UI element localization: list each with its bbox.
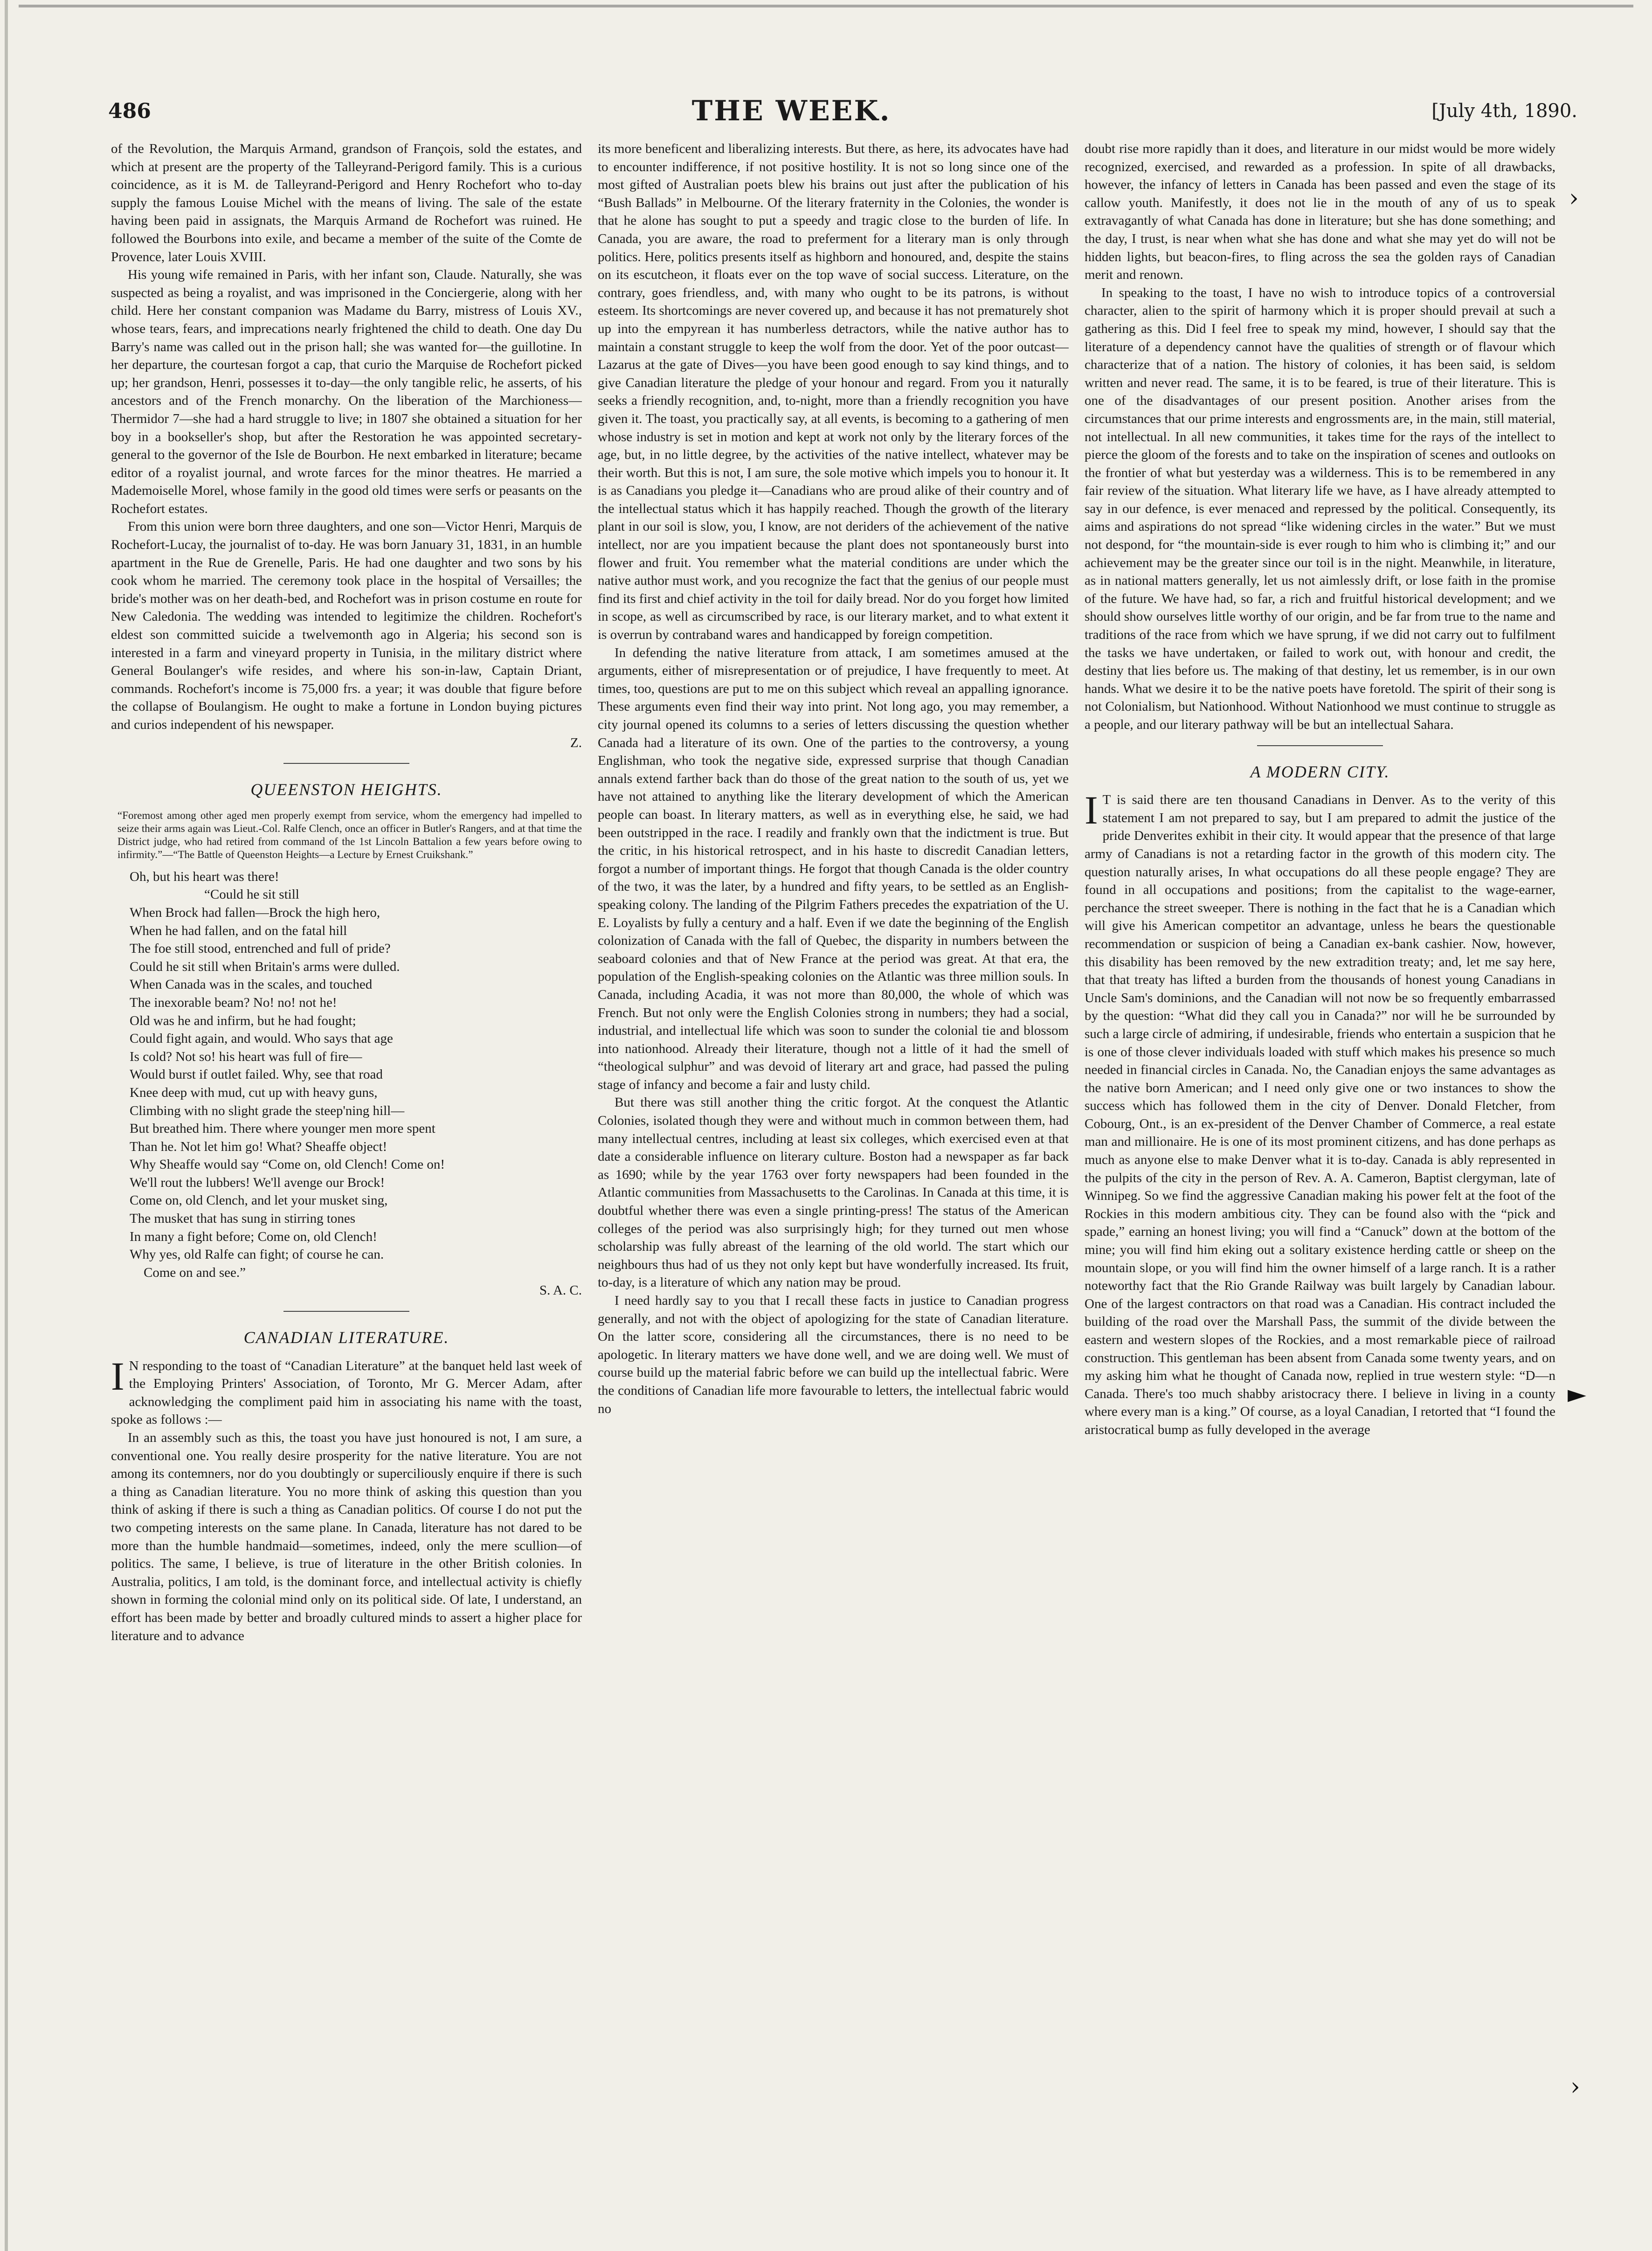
top-border-rule: [19, 5, 1633, 7]
issue-date: [July 4th, 1890.: [1431, 100, 1577, 122]
page-number: 486: [108, 99, 151, 123]
paragraph: In speaking to the toast, I have no wish to introduce topics of a controversial character, alien to the spirit of harmony which it is proper should prevail at such a gathering as this. Did I feel free to speak my mind, however, I should say that the literature of a dependency cannot have the qualities of strength or of flavour which characterize that of a nation. The history of colonies, it has been said, is seldom written and never read. The same, it is to be feared, is true of their literature. This is one of the disadvantages of our present position. Another arises from the circumstances that our prime interests and engrossments are, in the main, still material, not intellectual. In all new communities, it takes time for the rays of the intellect to pierce the gloom of the forests and to take on the inspiration of scenes and outlooks on the frontier of what but yesterday was a wilderness. This is to be remembered in any fair review of the situation. What literary life we have, as I have already attempted to say in our defence, is ever menaced and repressed by the political. Consequently, its aims and aspirations do not spread “like widening circles in the water.” But we must not despond, for “the mountain-side is ever rough to him who is climbing it;” and our achievement may be the greater since our toil is in the night. Meanwhile, in literature, as in national matters generally, let us not aimlessly drift, or lose faith in the promise of the future. We have had, so far, a rich and fruitful historical development; and we should show ourselves little worthy of our origin, and be far from true to the name and traditions of the race from which we have sprung, if we did not carry out to fulfilment the tasks we have undertaken, or failed to work out, with honour and credit, the destiny that lies before us. The making of that destiny, let us remember, is in our own hands. What we desire it to be the native poets have foretold. The spirit of their song is not Colonialism, but Nationhood. Without Nationhood we must continue to struggle as a people, and our literary pathway will be but an intellectual Sahara.: [1085, 285, 1555, 732]
paragraph: I need hardly say to you that I recall these facts in justice to Canadian progress generally, and not with the object of apologizing for the state of Canadian literature. On the latter score, considering all the circumstances, there is no need to be apologetic. In literary matters we have done well, and we are doing well. We must of course build up the material fabric before we can build up the intellectual fabric. Were the conditions of Canadian life more favourable to letters, the intellectual fabric would no: [598, 1293, 1069, 1416]
poem-line: Come on, old Clench, and let your musket sing,: [130, 1193, 388, 1208]
paragraph: its more beneficent and liberalizing interests. But there, as here, its advocates have had to encounter indifference, if not positive hostility. It is not so long since one of the most gifted of Australian poets blew his brains out just after the publication of his “Bush Ballads” in Melbourne. Of the literary fraternity in the Colonies, the wonder is that he alone has sought to put a speedy and tragic close to the burden of life. In Canada, you are aware, the road to preferment for a literary man is only through politics. Here, politics presents itself as highborn and honoured, and, despite the stains on its escutcheon, it floats ever on the top wave of social success. Literature, on the contrary, goes friendless, and, with many who ought to be its patrons, is without esteem. Its shortcomings are never covered up, and because it has not prematurely shot up into the empyrean it has numberless detractors, while the native author has to maintain a constant struggle to keep the wolf from the door. Yet of the poor outcast—Lazarus at the gate of Dives—you have been good enough to say kind things, and to give Canadian literature the pledge of your honour and regard. From you it naturally seeks a friendly recognition, and, to-night, more than a friendly recognition you have given it. The toast, you practically say, at all events, is becoming to a gathering of men whose industry is set in motion and kept at work not only by the literary forces of the age, but, in no little degree, by the activities of the native intellect, whatever may be their worth. But this is not, I am sure, the sole motive which impels you to honour it. It is as Canadians you pledge it—Canadians who are proud alike of their country and of the intellectual status which it has happily reached. Though the growth of the literary plant in our soil is slow, you, I know, are not deriders of the achievement of the native intellect, nor are you impatient because the plant does not spontaneously burst into flower and fruit. You remember what the material conditions are under which the native author must work, and you recognize the fact that the genius of our people must find its first and chief activity in the toil for daily bread. Nor do you forget how limited in scope, as well as circumscribed by race, is our literary market, and to what extent it is overrun by contraband wares and handicapped by foreign competition.: [598, 141, 1069, 643]
column-1: [111, 140, 582, 2238]
column-3: [1085, 140, 1555, 2238]
drop-cap: I: [1085, 788, 1098, 833]
article-title: CANADIAN LITERATURE.: [243, 1328, 449, 1347]
poem-line: Old was he and infirm, but he had fought;: [130, 1013, 356, 1028]
poem-line: The musket that has sung in stirring tones: [130, 1211, 356, 1226]
paragraph-text: N responding to the toast of “Canadian Literature” at the banquet held last week of the Employing Printers' Association, of Toronto, Mr G. Mercer Adam, after acknowledging the compliment paid him in associating his name with the toast, spoke as follows :—: [111, 1358, 582, 1427]
paragraph: From this union were born three daughters, and one son—Victor Henri, Marquis de Rochefort-Lucay, the journalist of to-day. He was born January 31, 1831, in an humble apartment in the Rue de Grenelle, Paris. He had one daughter and two sons by his cook whom he married. The ceremony took place in the hospital of Versailles; the bride's mother was on her death-bed, and Rochefort was in prison costume en route for New Caledonia. The wedding was intended to legitimize the children. Rochefort's eldest son committed suicide a twelvemonth ago in Algeria; his second son is interested in a farm and vineyard property in Tunisia, in the military district where General Boulanger's wife resides, and where his son-in-law, Captain Driant, commands. Rochefort's income is 75,000 frs. a year; it was double that figure before the collapse of Boulangism. He ought to make a fortune in London buying pictures and curios independent of his newspaper.: [111, 519, 582, 732]
paragraph: [111, 1353, 582, 1429]
paragraph: His young wife remained in Paris, with her infant son, Claude. Naturally, she was suspected as being a royalist, and was imprisoned in the Conciergerie, along with her child. Here her constant companion was Madame du Barry, mistress of Louis XV., whose tears, fears, and imprecations nearly frightened the child to death. One day Du Barry's name was called out in the prison hall; she was wanted for—the guillotine. In her departure, the courtesan forgot a cap, that curio the Marquise de Rochefort picked up; her grandson, Henri, possesses it to-day—the only tangible relic, he asserts, of his ancestors and of the French monarchy. On the liberation of the Marchioness—Thermidor 7—she had a hard struggle to live; in 1807 she obtained a situation for her boy in a bookseller's shop, but after the Restoration he was appointed secretary-general to the governor of the Isle de Bourbon. He next embarked in literature; became editor of a royalist journal, and wrote farces for the minor theatres. He married a Mademoiselle Morel, whose family in the good old times were serfs or peasants on the Rochefort estates.: [111, 267, 582, 516]
section-divider: [283, 1311, 409, 1312]
section-divider: [1257, 745, 1383, 746]
poem-line: Come on and see.”: [144, 1265, 246, 1280]
poem-line: “Could he sit still: [204, 887, 299, 902]
poem-line: But breathed him. There where younger men more spent: [130, 1121, 435, 1136]
poem-title: QUEENSTON HEIGHTS.: [250, 780, 442, 799]
poem-line: Could fight again, and would. Who says that age: [130, 1031, 393, 1046]
article-title: A MODERN CITY.: [1250, 762, 1390, 781]
poem-line: Why yes, old Ralfe can fight; of course he can.: [130, 1247, 384, 1262]
paragraph: doubt rise more rapidly than it does, and literature in our midst would be more widely recognized, exercised, and rewarded as a profession. In spite of all drawbacks, however, the infancy of letters in Canada has been passed and even the stage of its callow youth. Manifestly, it does not lie in the mouth of any of us to speak extravagantly of what Canada has done in literature; but she has done something; and the day, I trust, is near when what she has done and what she may yet do will not be hidden lights, but beacon-fires, to fling across the sea the golden rays of Canadian merit and renown.: [1085, 141, 1555, 283]
poem-line: In many a fight before; Come on, old Clench!: [130, 1229, 377, 1244]
poem-line: When he had fallen, and on the fatal hill: [130, 923, 347, 938]
poem-line: Oh, but his heart was there!: [130, 869, 279, 884]
poem-line: Would burst if outlet failed. Why, see that road: [130, 1067, 383, 1082]
column-2: [598, 140, 1069, 2238]
poem-line: When Canada was in the scales, and touched: [130, 977, 373, 992]
paragraph: of the Revolution, the Marquis Armand, grandson of François, sold the estates, and which at present are the property of the Talleyrand-Perigord family. This is a curious coincidence, as it is M. de Talleyrand-Perigord and Henry Rochefort who to-day supply the famous Louise Michel with the means of living. The sale of the estate having been paid in assignats, the Marquis Armand de Rochefort was ruined. He followed the Bourbons into exile, and became a member of the suite of the Comte de Provence, later Louis XVIII.: [111, 141, 582, 264]
poem-line: The foe still stood, entrenched and full of pride?: [130, 941, 391, 956]
masthead: THE WEEK.: [691, 95, 891, 127]
poem-line: Could he sit still when Britain's arms were dulled.: [130, 959, 400, 974]
margin-mark-icon: ›: [1569, 184, 1579, 212]
poem-line: Than he. Not let him go! What? Sheaffe object!: [130, 1139, 387, 1154]
poem-line: Is cold? Not so! his heart was full of fire—: [130, 1049, 362, 1064]
section-divider: [283, 763, 409, 764]
poem-line: The inexorable beam? No! no! not he!: [130, 995, 337, 1010]
binding-edge: [5, 0, 8, 2251]
page-header: [108, 92, 1577, 130]
paragraph: In defending the native literature from attack, I am sometimes amused at the arguments, either of misrepresentation or of prejudice, I have frequently to meet. At times, too, questions are put to me on this subject which reveal an appalling ignorance. These arguments even find their way into print. Not long ago, you may remember, a city journal opened its columns to a series of letters discussing the question whether Canada had a literature of its own. One of the parties to the controversy, a young Englishman, who took the negative side, expressed surprise that though Canadian annals extend farther back than do those of the great nation to the south of us, yet we have not attained to anything like the literary development of which the American people can boast. In literary matters, as well as in everything else, he said, we had been outstripped in the race. I readily and frankly own that the indictment is true. But the critic, in his historical retrospect, and in his haste to discredit Canadian letters, forgot a number of important things. He forgot that though Canada is the older country of the two, it was the later, by a hundred and fifty years, to be settled as an English-speaking colony. The landing of the Pilgrim Fathers precedes the expatriation of the U. E. Loyalists by fully a century and a half. Even if we date the beginning of the English colonization of Canada with the fall of Quebec, the disparity in numbers between the seaboard colonies and that of New France at the period was great. At that era, the population of the English-speaking colonies on the Atlantic was three million souls. In Canada, including Acadia, it was not more than 80,000, the whole of which was French. But not only were the English Colonies strong in numbers; they had a social, industrial, and intellectual life which was soon to sunder the colonial tie and blossom into nationhood. Already their literature, though not a little of it had the smell of “theological sulphur” and was devoid of literary art and grace, had passed the puling stage of infancy and become a fair and lusty child.: [598, 645, 1069, 1092]
paragraph-text: T is said there are ten thousand Canadians in Denver. As to the verity of this statement I am not prepared to say, but I am prepared to admit the justice of the pride Denverites exhibit in their city. It would appear that the presence of that large army of Canadians is not a retarding factor in the growth of this modern city. The question naturally arises, In what occupations do all these people engage? They are found in all occupations and positions; from the capitalist to the wage-earner, perchance the street sweeper. There is nothing in the fact that he is a Canadian which will give his American competitor an advantage, unless he bears the questionable recommendation or suspicion of being a Canadian ex-bank cashier. Now, however, this disability has been removed by the new extradition treaty; and, let me say here, that that treaty has lifted a burden from the thousands of honest young Canadians in Uncle Sam's dominions, and the Canadian will not now be so frequently embarrassed by the question: “What did they call you in Canada?” nor will he be surrounded by such a large circle of admiring, if undesirable, friends who entertain a suspicion that he is one of those clever individuals loaded with stuff which makes his presence so much needed in financial circles in Canada. No, the Canadian enjoys the same advantages as the native born American; and I need only give one or two instances to show the success which has followed them in the city of Denver. Donald Fletcher, from Cobourg, Ont., is an ex-president of the Denver Chamber of Commerce, a real estate man and millionaire. He is one of its most prominent citizens, and has done perhaps as much as anyone else to make Denver what it is to-day. Canada is ably represented in the pulpits of the city in the person of Rev. A. A. Cameron, Baptist clergyman, late of Winnipeg. So we find the aggressive Canadian making his power felt at the foot of the Rockies in this modern ambitious city. They can be found also with the “pick and spade,” earning an honest living; you will find a “Canuck” down at the bottom of the mine; you will find him eking out a solitary existence herding cattle or sheep on the mountain slope, or you will find him the owner himself of a large ranch. It is a rather noteworthy fact that the Rio Grande Railway was built largely by Canadian labour. One of the largest contractors on that road was a Canadian. His contract included the building of the road over the Marshall Pass, the summit of the divide between the eastern and western slopes of the Rockies, and a most remarkable piece of railroad construction. This gentleman has been absent from Canada some twenty years, and on my asking him what he thought of Canada now, replied in true western style: “D—n Canada. There's too much shabby aristocracy there. I believe in living in a county where every man is a king.” Of course, as a loyal Canadian, I retorted that “I found the aristocratical bump as fully developed in the average: [1085, 792, 1555, 1437]
poem-line: Why Sheaffe would say “Come on, old Clench! Come on!: [130, 1157, 445, 1172]
margin-mark-icon: ►: [1568, 1380, 1586, 1408]
margin-mark-icon: ›: [1570, 2073, 1580, 2101]
epigraph: “Foremost among other aged men properly exempt from service, whom the emergency had impelled to seize their arms again was Lieut.-Col. Ralfe Clench, once an officer in Butler's Rangers, and at that time the District judge, who had retired from command of the 1st Lincoln Battalion a few years before owing to infirmity.”—“The Battle of Queenston Heights—a Lecture by Ernest Cruikshank.”: [118, 809, 582, 860]
signature: Z.: [570, 735, 582, 750]
paragraph: [1085, 788, 1555, 1439]
paragraph: But there was still another thing the critic forgot. At the conquest the Atlantic Colonies, isolated though they were and without much in common between them, had many intellectual centres, including at least six colleges, which exercised even at that date a considerable influence on literary culture. Boston had a newspaper as far back as 1690; while by the year 1763 over forty newspapers had been founded in the Atlantic communities from Massachusetts to the Carolinas. In Canada at this time, it is doubtful whether there was even a single printing-press! The status of the American colleges of the period was also surprisingly high; for they turned out men whose scholarship was fully abreast of the learning of the old world. The start which our neighbours thus had of us they not only kept but have wonderfully increased. Its fruit, to-day, is a literature of which any nation may be proud.: [598, 1095, 1069, 1290]
signature: S. A. C.: [539, 1283, 582, 1298]
paragraph: In an assembly such as this, the toast you have just honoured is not, I am sure, a conventional one. You really desire prosperity for the native literature. You are not among its contemners, nor do you doubtingly or superciliously enquire if there is such a thing as Canadian literature. You no more think of asking this question than you think of asking if there is such a thing as Canadian politics. Of course I do not put the two competing interests on the same plane. In Canada, literature has not dared to be more than the humble handmaid—sometimes, indeed, only the mere scullion—of politics. The same, I believe, is true of literature in the other British colonies. In Australia, politics, I am told, is the dominant force, and intellectual activity is chiefly shown in forming the colonial mind only on its political side. Of late, I understand, an effort has been made by better and broadly cultured minds to assert a higher place for literature and to advance: [111, 1430, 582, 1643]
poem-line: When Brock had fallen—Brock the high hero,: [130, 905, 380, 920]
poem-line: Climbing with no slight grade the steep'ning hill—: [130, 1103, 405, 1118]
poem-line: Knee deep with mud, cut up with heavy guns,: [130, 1085, 378, 1100]
poem-line: We'll rout the lubbers! We'll avenge our Brock!: [130, 1175, 385, 1190]
poem: [130, 868, 582, 1282]
drop-cap: I: [111, 1353, 124, 1399]
